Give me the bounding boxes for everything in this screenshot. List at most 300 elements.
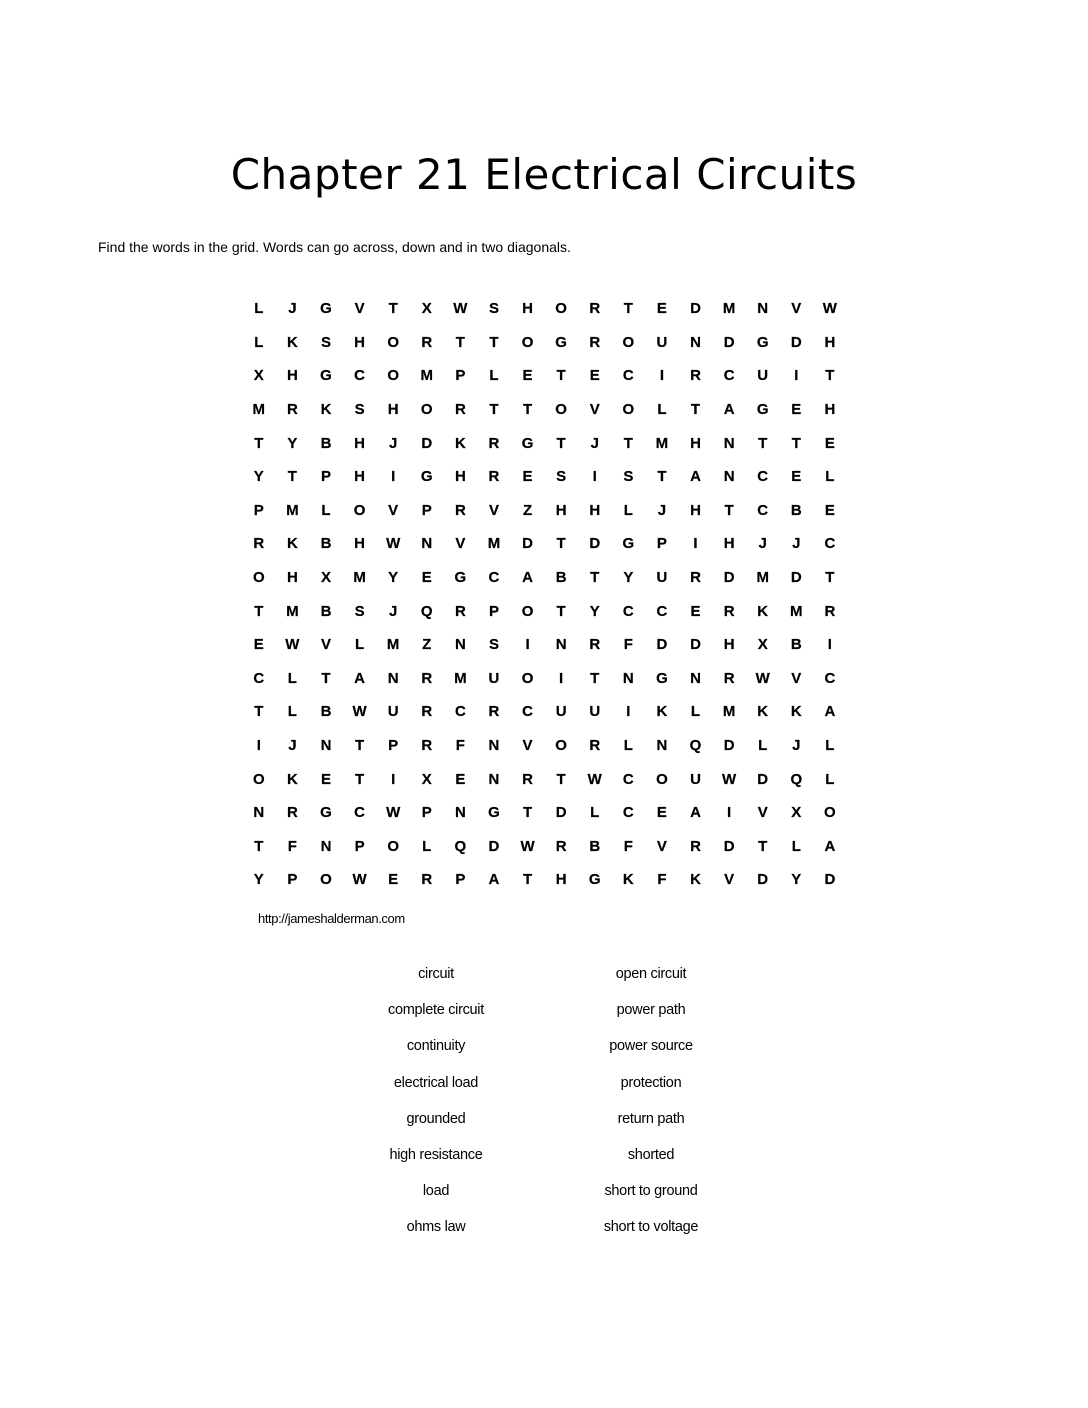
word-list-item: circuit bbox=[418, 966, 454, 982]
grid-letter: I bbox=[659, 367, 664, 385]
grid-letter: R bbox=[723, 602, 735, 620]
grid-letter: X bbox=[791, 804, 802, 822]
grid-letter: E bbox=[589, 367, 600, 385]
grid-letter: G bbox=[622, 535, 635, 553]
grid-letter: T bbox=[321, 669, 331, 687]
grid-letter: V bbox=[589, 401, 600, 419]
word-list-item: grounded bbox=[406, 1110, 466, 1127]
grid-letter: L bbox=[254, 333, 264, 351]
grid-letter: F bbox=[455, 737, 465, 755]
grid-letter: C bbox=[622, 602, 634, 620]
grid-letter: X bbox=[757, 636, 768, 654]
grid-letter: H bbox=[824, 401, 836, 419]
grid-letter: C bbox=[488, 569, 500, 587]
grid-letter: J bbox=[792, 737, 801, 755]
grid-letter: H bbox=[723, 636, 735, 654]
grid-letter: T bbox=[556, 434, 566, 452]
grid-letter: H bbox=[824, 333, 836, 351]
grid-letter: V bbox=[724, 871, 735, 889]
grid-letter: T bbox=[724, 501, 734, 519]
grid-letter: M bbox=[487, 535, 501, 553]
grid-letter: C bbox=[454, 703, 466, 721]
grid-letter: S bbox=[354, 401, 365, 419]
grid-letter: I bbox=[693, 535, 698, 553]
grid-letter: C bbox=[824, 535, 836, 553]
grid-letter: U bbox=[656, 333, 668, 351]
grid-letter: L bbox=[422, 837, 432, 855]
grid-letter: H bbox=[354, 434, 365, 452]
grid-letter: G bbox=[521, 434, 534, 452]
grid-letter: B bbox=[320, 535, 332, 553]
grid-letter: V bbox=[455, 535, 466, 553]
grid-letter: U bbox=[488, 669, 500, 687]
grid-letter: D bbox=[690, 636, 701, 654]
grid-letter: O bbox=[521, 669, 534, 687]
grid-letter: Z bbox=[522, 501, 533, 519]
grid-letter: A bbox=[522, 569, 533, 587]
grid-letter: X bbox=[253, 367, 264, 385]
grid-letter: I bbox=[559, 669, 564, 687]
grid-letter: E bbox=[455, 770, 466, 788]
grid-letter: C bbox=[656, 602, 668, 620]
grid-letter: H bbox=[387, 401, 399, 419]
grid-letter: O bbox=[555, 401, 567, 419]
grid-letter: K bbox=[454, 434, 466, 452]
grid-letter: W bbox=[520, 837, 535, 855]
grid-letter: I bbox=[626, 703, 631, 721]
grid-letter: A bbox=[488, 871, 500, 889]
grid-letter: K bbox=[757, 703, 769, 721]
grid-letter: N bbox=[723, 434, 735, 452]
grid-letter: O bbox=[387, 367, 399, 385]
grid-letter: E bbox=[253, 636, 264, 654]
grid-letter: R bbox=[454, 602, 466, 620]
grid-letter: O bbox=[420, 401, 433, 419]
grid-letter: L bbox=[287, 669, 297, 687]
grid-letter: O bbox=[521, 333, 534, 351]
grid-letter: D bbox=[757, 770, 769, 788]
grid-letter: H bbox=[555, 501, 567, 519]
grid-letter: M bbox=[756, 569, 769, 587]
grid-letter: K bbox=[757, 602, 769, 620]
grid-letter: P bbox=[421, 804, 432, 822]
grid-letter: M bbox=[722, 703, 736, 721]
grid-letter: O bbox=[353, 501, 366, 519]
grid-letter: D bbox=[757, 871, 769, 889]
grid-letter: R bbox=[421, 333, 433, 351]
grid-letter: I bbox=[727, 804, 732, 822]
grid-letter: R bbox=[589, 300, 601, 318]
grid-letter: K bbox=[320, 401, 332, 419]
grid-letter: T bbox=[791, 434, 801, 452]
grid-letter: E bbox=[421, 569, 432, 587]
grid-letter: Y bbox=[253, 871, 264, 889]
grid-letter: A bbox=[690, 468, 701, 486]
grid-letter: N bbox=[454, 804, 466, 822]
grid-letter: M bbox=[252, 401, 266, 419]
grid-letter: R bbox=[253, 535, 265, 553]
grid-letter: C bbox=[622, 770, 634, 788]
grid-letter: C bbox=[522, 703, 533, 721]
grid-letter: V bbox=[354, 300, 365, 318]
grid-letter: W bbox=[386, 535, 401, 553]
grid-letter: D bbox=[522, 535, 533, 553]
grid-letter: M bbox=[420, 367, 434, 385]
grid-letter: O bbox=[387, 333, 399, 351]
grid-letter: I bbox=[794, 367, 799, 385]
grid-letter: P bbox=[388, 737, 399, 755]
grid-letter: T bbox=[287, 468, 297, 486]
grid-letter: H bbox=[354, 333, 365, 351]
grid-letter: T bbox=[354, 770, 365, 788]
grid-letter: A bbox=[723, 401, 735, 419]
grid-letter: R bbox=[690, 367, 701, 385]
grid-letter: U bbox=[387, 703, 399, 721]
grid-letter: O bbox=[555, 300, 567, 318]
grid-letter: Y bbox=[791, 871, 802, 889]
grid-letter: C bbox=[824, 669, 836, 687]
grid-letter: H bbox=[354, 535, 365, 553]
grid-letter: D bbox=[555, 804, 567, 822]
grid-letter: G bbox=[420, 468, 433, 486]
grid-letter: S bbox=[354, 602, 365, 620]
word-list-item: short to ground bbox=[604, 1183, 698, 1200]
grid-letter: A bbox=[354, 669, 365, 687]
word-list-item: high resistance bbox=[389, 1146, 483, 1163]
grid-letter: P bbox=[488, 602, 499, 620]
word-list-item: continuity bbox=[406, 1038, 466, 1055]
grid-letter: E bbox=[690, 602, 701, 620]
grid-letter: A bbox=[690, 804, 701, 822]
grid-letter: G bbox=[320, 804, 332, 822]
grid-letter: R bbox=[589, 737, 601, 755]
grid-letter: P bbox=[455, 367, 466, 385]
grid-letter: R bbox=[421, 703, 433, 721]
grid-letter: F bbox=[623, 837, 633, 855]
grid-letter: S bbox=[488, 300, 499, 318]
grid-letter: R bbox=[555, 837, 567, 855]
grid-letter: P bbox=[455, 871, 466, 889]
grid-letter: J bbox=[792, 535, 801, 553]
grid-letter: C bbox=[757, 501, 769, 519]
word-list-item: return path bbox=[617, 1110, 685, 1127]
grid-letter: N bbox=[690, 669, 701, 687]
grid-letter: L bbox=[590, 804, 600, 822]
grid-letter: A bbox=[824, 703, 836, 721]
grid-letter: K bbox=[790, 703, 802, 721]
grid-letter: S bbox=[623, 468, 634, 486]
grid-letter: W bbox=[352, 703, 367, 721]
grid-letter: R bbox=[454, 401, 466, 419]
grid-letter: F bbox=[287, 837, 297, 855]
grid-letter: C bbox=[354, 367, 365, 385]
grid-letter: E bbox=[656, 804, 667, 822]
letter-grid bbox=[242, 292, 847, 897]
grid-letter: M bbox=[286, 602, 299, 620]
grid-letter: W bbox=[722, 770, 737, 788]
grid-letter: G bbox=[320, 367, 332, 385]
word-list-item: shorted bbox=[627, 1146, 675, 1163]
grid-letter: N bbox=[622, 669, 634, 687]
grid-letter: K bbox=[286, 333, 298, 351]
grid-letter: P bbox=[421, 501, 432, 519]
grid-letter: T bbox=[388, 300, 398, 318]
grid-letter: P bbox=[287, 871, 298, 889]
grid-letter: M bbox=[722, 300, 736, 318]
grid-letter: G bbox=[555, 333, 567, 351]
grid-letter: N bbox=[320, 837, 332, 855]
grid-letter: L bbox=[623, 501, 633, 519]
grid-letter: T bbox=[254, 837, 264, 855]
grid-letter: C bbox=[622, 367, 634, 385]
grid-letter: V bbox=[791, 300, 802, 318]
grid-letter: M bbox=[286, 501, 299, 519]
grid-letter: B bbox=[320, 602, 332, 620]
grid-letter: M bbox=[353, 569, 366, 587]
grid-letter: N bbox=[253, 804, 265, 822]
grid-letter: I bbox=[391, 770, 396, 788]
grid-letter: R bbox=[488, 468, 500, 486]
grid-letter: D bbox=[589, 535, 601, 553]
grid-letter: J bbox=[657, 501, 667, 519]
grid-letter: J bbox=[288, 300, 297, 318]
grid-letter: H bbox=[690, 434, 701, 452]
grid-letter: U bbox=[555, 703, 567, 721]
grid-letter: E bbox=[824, 501, 835, 519]
grid-letter: R bbox=[488, 703, 500, 721]
grid-letter: A bbox=[824, 837, 836, 855]
grid-letter: D bbox=[723, 333, 735, 351]
grid-letter: W bbox=[453, 300, 468, 318]
grid-letter: W bbox=[822, 300, 837, 318]
grid-letter: N bbox=[690, 333, 701, 351]
grid-letter: T bbox=[254, 703, 264, 721]
grid-letter: K bbox=[690, 871, 701, 889]
grid-letter: K bbox=[286, 535, 298, 553]
grid-letter: T bbox=[825, 569, 835, 587]
grid-letter: N bbox=[454, 636, 466, 654]
grid-letter: O bbox=[622, 333, 635, 351]
grid-letter: R bbox=[286, 401, 298, 419]
grid-letter: X bbox=[320, 569, 331, 587]
grid-letter: N bbox=[555, 636, 567, 654]
grid-letter: P bbox=[320, 468, 331, 486]
grid-letter: L bbox=[489, 367, 499, 385]
grid-letter: V bbox=[791, 669, 802, 687]
grid-letter: R bbox=[589, 333, 601, 351]
grid-letter: S bbox=[320, 333, 331, 351]
grid-letter: E bbox=[388, 871, 399, 889]
word-list-item: electrical load bbox=[393, 1074, 479, 1091]
grid-letter: S bbox=[556, 468, 567, 486]
word-list-item: power source bbox=[609, 1038, 693, 1055]
grid-letter: F bbox=[657, 871, 667, 889]
grid-letter: M bbox=[790, 602, 803, 620]
word-list-item: power path bbox=[616, 1002, 686, 1019]
grid-letter: T bbox=[590, 569, 600, 587]
grid-letter: R bbox=[690, 569, 701, 587]
grid-letter: I bbox=[592, 468, 597, 486]
grid-letter: N bbox=[723, 468, 735, 486]
grid-letter: V bbox=[656, 837, 667, 855]
grid-letter: C bbox=[354, 804, 365, 822]
grid-letter: B bbox=[589, 837, 601, 855]
grid-letter: G bbox=[756, 333, 769, 351]
grid-letter: Q bbox=[454, 837, 467, 855]
word-list-item: short to voltage bbox=[603, 1219, 699, 1236]
grid-letter: C bbox=[622, 804, 634, 822]
grid-letter: R bbox=[690, 837, 701, 855]
grid-letter: N bbox=[320, 737, 332, 755]
grid-letter: K bbox=[622, 871, 634, 889]
grid-letter: Y bbox=[623, 569, 634, 587]
grid-letter: T bbox=[758, 434, 768, 452]
grid-letter: X bbox=[421, 770, 432, 788]
grid-letter: P bbox=[354, 837, 365, 855]
grid-letter: L bbox=[690, 703, 701, 721]
grid-letter: E bbox=[791, 468, 802, 486]
grid-letter: V bbox=[388, 501, 399, 519]
grid-letter: D bbox=[488, 837, 500, 855]
grid-letter: W bbox=[386, 804, 401, 822]
grid-letter: R bbox=[522, 770, 533, 788]
grid-letter: F bbox=[623, 636, 633, 654]
grid-letter: E bbox=[656, 300, 667, 318]
grid-letter: D bbox=[790, 333, 802, 351]
page-title: Chapter 21 Electrical Circuits bbox=[230, 150, 858, 199]
grid-letter: O bbox=[320, 871, 332, 889]
word-list-item: protection bbox=[620, 1074, 682, 1091]
grid-letter: K bbox=[286, 770, 298, 788]
grid-letter: J bbox=[288, 737, 297, 755]
grid-letter: O bbox=[824, 804, 836, 822]
grid-letter: R bbox=[824, 602, 836, 620]
grid-letter: I bbox=[525, 636, 530, 654]
grid-letter: T bbox=[657, 468, 667, 486]
grid-letter: O bbox=[387, 837, 399, 855]
grid-letter: X bbox=[421, 300, 432, 318]
grid-letter: M bbox=[454, 669, 467, 687]
grid-letter: J bbox=[389, 602, 398, 620]
grid-letter: Q bbox=[420, 602, 433, 620]
word-list bbox=[330, 964, 760, 1254]
grid-letter: T bbox=[522, 401, 533, 419]
grid-letter: O bbox=[521, 602, 534, 620]
grid-letter: T bbox=[623, 300, 633, 318]
grid-letter: L bbox=[758, 737, 768, 755]
grid-letter: D bbox=[723, 737, 735, 755]
grid-letter: W bbox=[285, 636, 300, 654]
grid-letter: T bbox=[825, 367, 835, 385]
grid-letter: I bbox=[391, 468, 396, 486]
grid-letter: C bbox=[253, 669, 265, 687]
grid-letter: I bbox=[256, 737, 261, 755]
grid-letter: T bbox=[623, 434, 633, 452]
grid-letter: Q bbox=[790, 770, 803, 788]
grid-letter: L bbox=[321, 501, 331, 519]
grid-letter: B bbox=[320, 703, 332, 721]
grid-letter: W bbox=[587, 770, 602, 788]
word-list-item: ohms law bbox=[406, 1219, 466, 1236]
grid-letter: E bbox=[522, 367, 533, 385]
grid-letter: D bbox=[723, 569, 735, 587]
grid-letter: J bbox=[389, 434, 398, 452]
grid-letter: T bbox=[354, 737, 365, 755]
grid-letter: G bbox=[756, 401, 769, 419]
grid-letter: L bbox=[623, 737, 633, 755]
grid-letter: B bbox=[790, 501, 802, 519]
grid-letter: Z bbox=[422, 636, 432, 654]
grid-letter: T bbox=[522, 871, 533, 889]
grid-letter: T bbox=[590, 669, 600, 687]
grid-letter: T bbox=[254, 434, 264, 452]
grid-letter: O bbox=[622, 401, 635, 419]
grid-letter: H bbox=[589, 501, 601, 519]
grid-letter: E bbox=[522, 468, 533, 486]
grid-letter: T bbox=[489, 333, 499, 351]
grid-letter: G bbox=[320, 300, 332, 318]
grid-letter: V bbox=[757, 804, 768, 822]
grid-letter: H bbox=[690, 501, 701, 519]
grid-letter: N bbox=[656, 737, 668, 755]
grid-letter: J bbox=[758, 535, 767, 553]
grid-letter: N bbox=[488, 737, 500, 755]
grid-letter: M bbox=[655, 434, 669, 452]
grid-letter: R bbox=[589, 636, 601, 654]
grid-letter: H bbox=[286, 569, 298, 587]
grid-letter: J bbox=[590, 434, 599, 452]
grid-letter: D bbox=[723, 837, 735, 855]
grid-letter: H bbox=[454, 468, 466, 486]
grid-letter: G bbox=[454, 569, 467, 587]
grid-letter: L bbox=[657, 401, 667, 419]
word-list-item: load bbox=[422, 1183, 450, 1200]
grid-letter: Y bbox=[589, 602, 600, 620]
grid-letter: H bbox=[354, 468, 365, 486]
grid-letter: D bbox=[421, 434, 433, 452]
grid-letter: T bbox=[455, 333, 465, 351]
grid-letter: W bbox=[352, 871, 367, 889]
grid-letter: T bbox=[556, 367, 566, 385]
grid-letter: D bbox=[790, 569, 802, 587]
grid-letter: R bbox=[488, 434, 500, 452]
grid-letter: T bbox=[556, 602, 566, 620]
grid-letter: N bbox=[488, 770, 500, 788]
grid-letter: T bbox=[556, 535, 566, 553]
grid-letter: H bbox=[723, 535, 735, 553]
grid-letter: Y bbox=[388, 569, 399, 587]
grid-letter: Y bbox=[253, 468, 264, 486]
grid-letter: V bbox=[522, 737, 533, 755]
grid-letter: L bbox=[254, 300, 264, 318]
grid-letter: U bbox=[690, 770, 701, 788]
grid-letter: N bbox=[387, 669, 399, 687]
grid-letter: S bbox=[488, 636, 499, 654]
grid-letter: E bbox=[824, 434, 835, 452]
grid-letter: U bbox=[589, 703, 601, 721]
grid-letter: B bbox=[555, 569, 567, 587]
word-list-item: open circuit bbox=[615, 966, 687, 982]
grid-letter: N bbox=[757, 300, 769, 318]
grid-letter: P bbox=[656, 535, 667, 553]
grid-letter: N bbox=[421, 535, 433, 553]
grid-letter: T bbox=[690, 401, 701, 419]
instructions: Find the words in the grid. Words can go across, down and in two diagonals. bbox=[98, 239, 571, 255]
grid-letter: P bbox=[253, 501, 264, 519]
grid-letter: R bbox=[421, 871, 433, 889]
grid-letter: G bbox=[488, 804, 500, 822]
grid-letter: B bbox=[320, 434, 332, 452]
